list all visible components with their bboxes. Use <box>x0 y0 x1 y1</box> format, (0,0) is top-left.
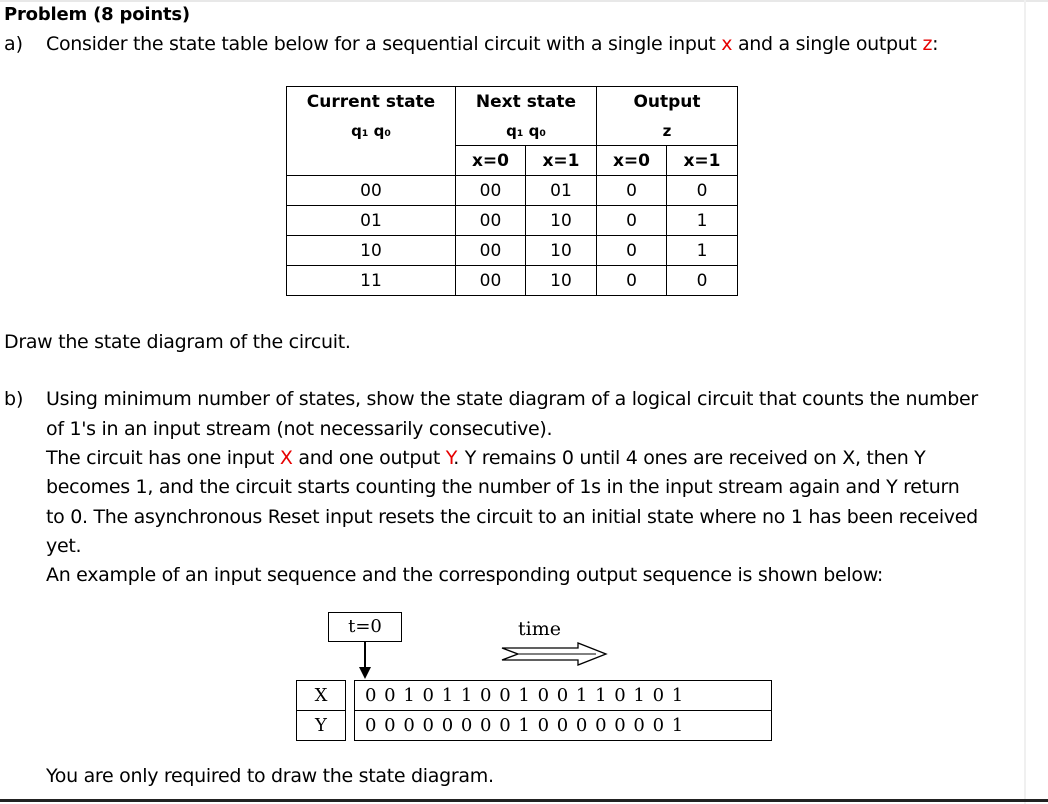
top-rule <box>0 0 1048 2</box>
right-rule <box>1024 0 1026 804</box>
y-row-gap <box>346 711 355 741</box>
cell-current: 11 <box>287 266 456 296</box>
cell-next-x1: 10 <box>526 206 597 236</box>
cell-next-x1: 01 <box>526 176 597 206</box>
cell-z-x1: 1 <box>667 206 738 236</box>
part-b-line6: yet. <box>46 535 82 557</box>
cell-z-x0: 0 <box>597 176 667 206</box>
y-row-label: Y <box>297 711 346 741</box>
part-a-instruction: Draw the state diagram of the circuit. <box>4 331 351 353</box>
cell-next-x0: 00 <box>456 206 526 236</box>
hdr-output-var: z <box>597 116 738 146</box>
sequence-table <box>296 680 772 741</box>
cell-z-x0: 0 <box>597 266 667 296</box>
t0-box: t=0 <box>328 612 402 642</box>
hdr-current-vars: q₁ q₀ <box>287 116 456 146</box>
cell-z-x0: 0 <box>597 206 667 236</box>
x-row-gap <box>346 681 355 711</box>
hdr-z-x0: x=0 <box>597 146 667 176</box>
part-b-line7: An example of an input sequence and the corresponding output sequence is shown below: <box>46 564 883 586</box>
time-label: time <box>518 618 561 640</box>
bottom-rule <box>0 799 1048 802</box>
part-b-line3: The circuit has one input X and one output Y. Y remains 0 until 4 ones are received on X, then Y <box>46 447 926 469</box>
problem-title: Problem (8 points) <box>4 4 190 25</box>
table-row <box>287 206 738 236</box>
cell-current: 10 <box>287 236 456 266</box>
x-row <box>297 681 772 711</box>
part-b-label: b) <box>4 388 24 410</box>
y-sequence: 0 0 0 0 0 0 0 0 1 0 0 0 0 0 0 0 1 <box>355 711 772 741</box>
time-arrow-icon <box>500 642 610 666</box>
part-b-line4: becomes 1, and the circuit starts counting the number of 1s in the input stream again and Y return <box>46 476 960 498</box>
table-row <box>287 236 738 266</box>
part-b-line5: to 0. The asynchronous Reset input resets the circuit to an initial state where no 1 has been received <box>46 506 978 528</box>
output-var-Y: Y <box>445 447 454 469</box>
table-row <box>287 176 738 206</box>
part-b-line1: Using minimum number of states, show the state diagram of a logical circuit that counts the number <box>46 388 978 410</box>
x-sequence: 0 0 1 0 1 1 0 0 1 0 0 1 1 0 1 0 1 <box>355 681 772 711</box>
table-row <box>287 266 738 296</box>
part-a-label: a) <box>4 33 24 55</box>
part-a-intro: Consider the state table below for a sequential circuit with a single input x and a single output z: <box>46 33 939 55</box>
y-row <box>297 711 772 741</box>
part-b-line2: of 1's in an input stream (not necessarily consecutive). <box>46 418 553 440</box>
t0-arrow-icon <box>355 641 375 681</box>
part-b-closing: You are only required to draw the state diagram. <box>46 765 494 787</box>
hdr-next-x1: x=1 <box>526 146 597 176</box>
cell-current: 01 <box>287 206 456 236</box>
hdr-next-vars: q₁ q₀ <box>456 116 597 146</box>
cell-next-x0: 00 <box>456 266 526 296</box>
state-table <box>286 86 738 296</box>
hdr-current-state: Current state <box>287 87 456 117</box>
cell-next-x0: 00 <box>456 176 526 206</box>
cell-next-x1: 10 <box>526 236 597 266</box>
cell-current: 00 <box>287 176 456 206</box>
input-var-x: x <box>721 33 733 55</box>
x-row-label: X <box>297 681 346 711</box>
output-var-z: z <box>922 33 933 55</box>
hdr-z-x1: x=1 <box>667 146 738 176</box>
hdr-blank <box>287 146 456 176</box>
cell-z-x1: 1 <box>667 236 738 266</box>
cell-z-x1: 0 <box>667 266 738 296</box>
hdr-output: Output <box>597 87 738 117</box>
cell-next-x1: 10 <box>526 266 597 296</box>
cell-z-x0: 0 <box>597 236 667 266</box>
input-var-X: X <box>279 447 293 469</box>
hdr-next-state: Next state <box>456 87 597 117</box>
cell-z-x1: 0 <box>667 176 738 206</box>
cell-next-x0: 00 <box>456 236 526 266</box>
hdr-next-x0: x=0 <box>456 146 526 176</box>
